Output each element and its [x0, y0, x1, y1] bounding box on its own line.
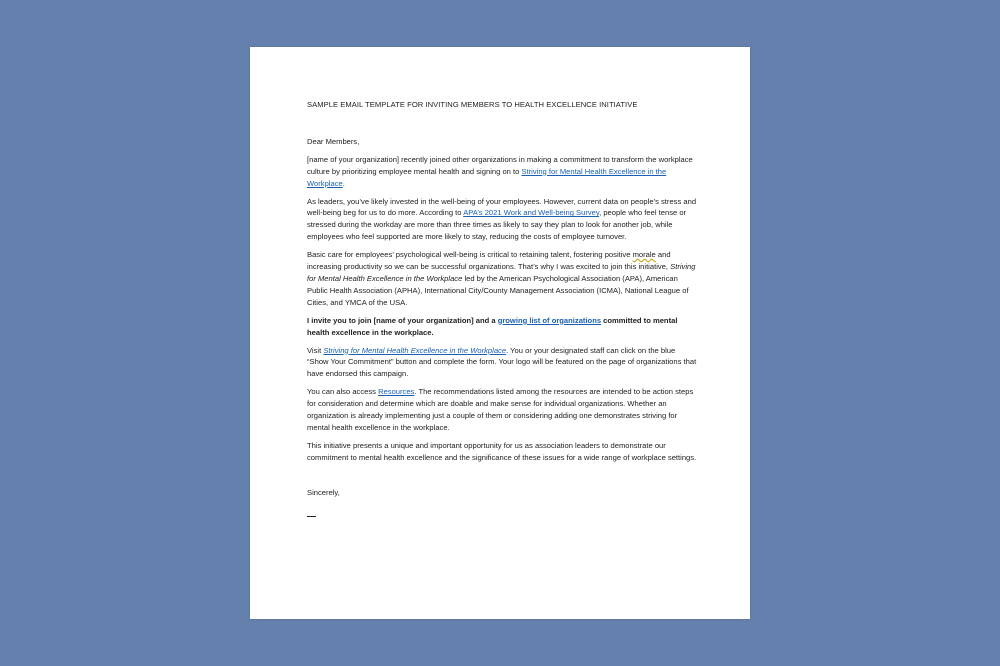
paragraph-7: This initiative presents a unique and important opportunity for us as association leaders to demonstrate our commitment to mental health excellence and the significance of these issues for a wide range of workplace settings.: [307, 440, 697, 462]
paragraph-1-end: .: [342, 178, 345, 188]
paragraph-3-text-c: led by the American Psychological Association (APA), American Public Health Association (APHA), International City/County Management Association (ICMA), National League of Cities, and YMCA of the USA.: [307, 273, 689, 307]
paragraph-1-text: [name of your organization] recently joined other organizations in making a commitment to transform the workplace culture by prioritizing employee mental health and signing on to: [307, 154, 693, 176]
closing: Sincerely,: [307, 487, 340, 497]
resources-link[interactable]: Resources: [378, 387, 415, 397]
initiative-name-italic: Striving for Mental Health Excellence in the Workplace: [307, 262, 696, 283]
paragraph-3-text-b: and increasing productivity so we can be successful organizations. That’s why I was excited to join this initiative,: [307, 250, 671, 272]
paragraph-4-text-b: committed to mental health excellence in the workplace.: [307, 315, 678, 337]
paragraph-4-text-a: I invite you to join [name of your organization] and a: [307, 315, 498, 325]
paragraph-3-text-a: Basic care for employees’ psychological well-being is critical to retaining talent, fostering positive: [307, 250, 633, 260]
spellcheck-word: morale: [632, 250, 656, 260]
paragraph-3: [307, 249, 697, 309]
apa-survey-link[interactable]: APA’s 2021 Work and Well-being Survey: [463, 208, 600, 218]
paragraph-6-text-b: . The recommendations listed among the resources are intended to be action steps for consideration and determine which are doable and make sense for individual organizations. Whether an organization is already implementing just a couple of them or considering adding one demonstrates striving for mental health excellence in the workplace.: [307, 387, 694, 432]
greeting: Dear Members,: [307, 136, 360, 146]
paragraph-6-text-a: You can also access: [307, 387, 379, 397]
paragraph-5-text-a: Visit: [307, 345, 324, 355]
paragraph-4: [307, 315, 697, 339]
document-body: [307, 99, 697, 521]
paragraph-5-text-b: . You or your designated staff can click on the blue “Show Your Commitment” button and complete the form. Your logo will be featured on the page of organizations that have endorsed this campaign.: [307, 345, 697, 379]
paragraph-6: [307, 386, 697, 434]
organizations-list-link[interactable]: growing list of organizations: [497, 315, 602, 325]
paragraph-1: [307, 154, 697, 190]
striving-link-1[interactable]: Striving for Mental Health Excellence in the Workplace: [307, 166, 667, 188]
signature-blank: [307, 515, 316, 517]
document-title: SAMPLE EMAIL TEMPLATE FOR INVITING MEMBERS TO HEALTH EXCELLENCE INITIATIVE: [307, 100, 638, 109]
paragraph-2-text: As leaders, you’ve likely invested in the well-being of your employees. However, current data on people’s stress and well-being beg for us to do more. According to: [307, 196, 697, 218]
signature-line: [307, 510, 697, 522]
striving-link-2[interactable]: Striving for Mental Health Excellence in the Workplace: [323, 345, 507, 355]
paragraph-2: [307, 196, 697, 244]
paragraph-2-end: , people who feel tense or stressed during the workday are more than three times as likely to say they plan to look for another job, while employees who feel supported are more likely to stay, reducing the costs of employee turnover.: [307, 208, 687, 242]
paragraph-5: [307, 345, 697, 381]
document-page: [250, 47, 750, 619]
